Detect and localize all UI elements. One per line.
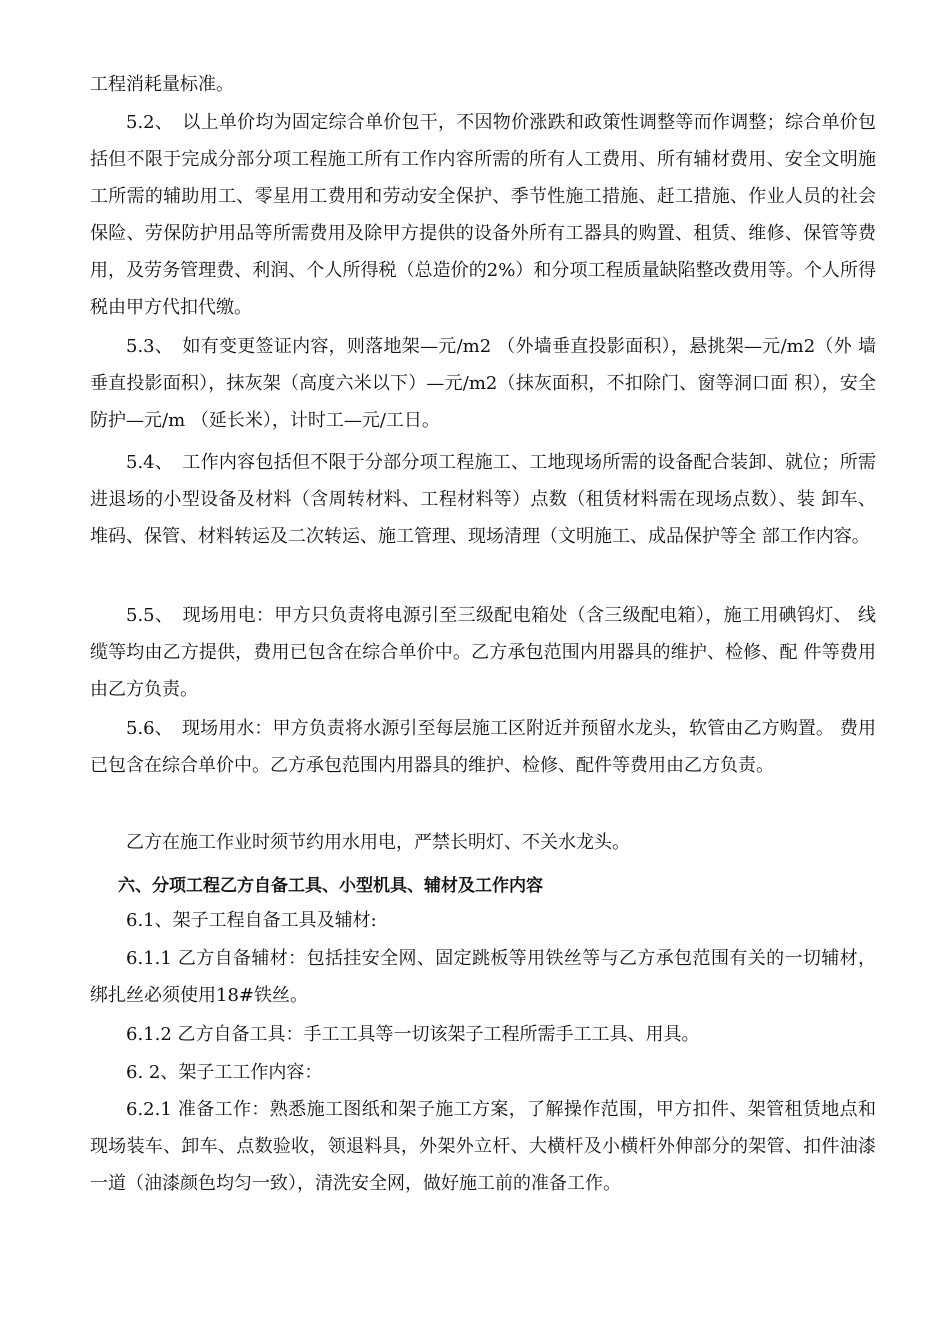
- paragraph-text: 5.3、 如有变更签证内容，则落地架—元/m2 （外墙垂直投影面积），悬挑架—元/m2（外 墙垂直投影面积），抹灰架（高度六米以下）—元/m2（抹灰面积，不扣除门、窗等洞口面 积），安全防护—元/m （延长米），计时工—元/工日。: [90, 336, 876, 431]
- paragraph-6-1-1: [90, 940, 876, 1014]
- paragraph-text: 工程消耗量标准。: [90, 74, 234, 95]
- paragraph-6-2: [90, 1054, 876, 1091]
- paragraph-text: 5.5、 现场用电：甲方只负责将电源引至三级配电箱处（含三级配电箱），施工用碘钨灯、 线缆等均由乙方提供，费用已包含在综合单价中。乙方承包范围内用器具的维护、检修、配 件等费用由乙方负责。: [90, 605, 876, 700]
- paragraph-text: 6.1.1 乙方自备辅材：包括挂安全网、固定跳板等用铁丝等与乙方承包范围有关的一切辅材，绑扎丝必须使用18#铁丝。: [90, 948, 876, 1006]
- paragraph-6-2-1: [90, 1091, 876, 1202]
- paragraph-text: 6. 2、架子工工作内容：: [126, 1062, 323, 1083]
- paragraph-5-6: [90, 710, 876, 784]
- paragraph-continuation: [90, 66, 876, 103]
- paragraph-text: 5.2、 以上单价均为固定综合单价包干，不因物价涨跌和政策性调整等而作调整；综合单价包括但不限于完成分部分项工程施工所有工作内容所需的所有人工费用、所有辅材费用、安全文明施工所需的辅助用工、零星用工费用和劳动安全保护、季节性施工措施、赶工措施、作业人员的社会保险、劳保防护用品等所需费用及除甲方提供的设备外所有工器具的购置、租赁、维修、保管等费用，及劳务管理费、利润、个人所得税（总造价的2%）和分项工程质量缺陷整改费用等。个人所得税由甲方代扣代缴。: [90, 112, 876, 318]
- section-heading-6: [90, 868, 876, 905]
- paragraph-text: 乙方在施工作业时须节约用水用电，严禁长明灯、不关水龙头。: [126, 832, 630, 853]
- paragraph-text: 6.1.2 乙方自备工具：手工工具等一切该架子工程所需手工工具、用具。: [126, 1024, 700, 1045]
- paragraph-5-3: [90, 328, 876, 439]
- paragraph-note: [90, 824, 876, 861]
- paragraph-text: 5.4、 工作内容包括但不限于分部分项工程施工、工地现场所需的设备配合装卸、就位；所需进退场的小型设备及材料（含周转材料、工程材料等）点数（租赁材料需在现场点数）、装 卸车、堆码、保管、材料转运及二次转运、施工管理、现场清理（文明施工、成品保护等全 部工作内容。: [90, 452, 876, 547]
- paragraph-6-1-2: [90, 1016, 876, 1053]
- paragraph-text: 5.6、 现场用水：甲方负责将水源引至每层施工区附近并预留水龙头，软管由乙方购置。 费用已包含在综合单价中。乙方承包范围内用器具的维护、检修、配件等费用由乙方负责。: [90, 718, 876, 776]
- paragraph-5-5: [90, 597, 876, 708]
- section-heading: 六、分项工程乙方自备工具、小型机具、辅材及工作内容: [118, 876, 543, 896]
- paragraph-text: 6.2.1 准备工作：熟悉施工图纸和架子施工方案，了解操作范围，甲方扣件、架管租赁地点和现场装车、卸车、点数验收，领退料具，外架外立杆、大横杆及小横杆外伸部分的架管、扣件油漆一道（油漆颜色均匀一致），清洗安全网，做好施工前的准备工作。: [90, 1099, 876, 1194]
- paragraph-text: 6.1、架子工程自备工具及辅材:: [126, 910, 377, 931]
- paragraph-6-1: [90, 902, 876, 939]
- paragraph-5-4: [90, 444, 876, 555]
- paragraph-5-2: [90, 104, 876, 326]
